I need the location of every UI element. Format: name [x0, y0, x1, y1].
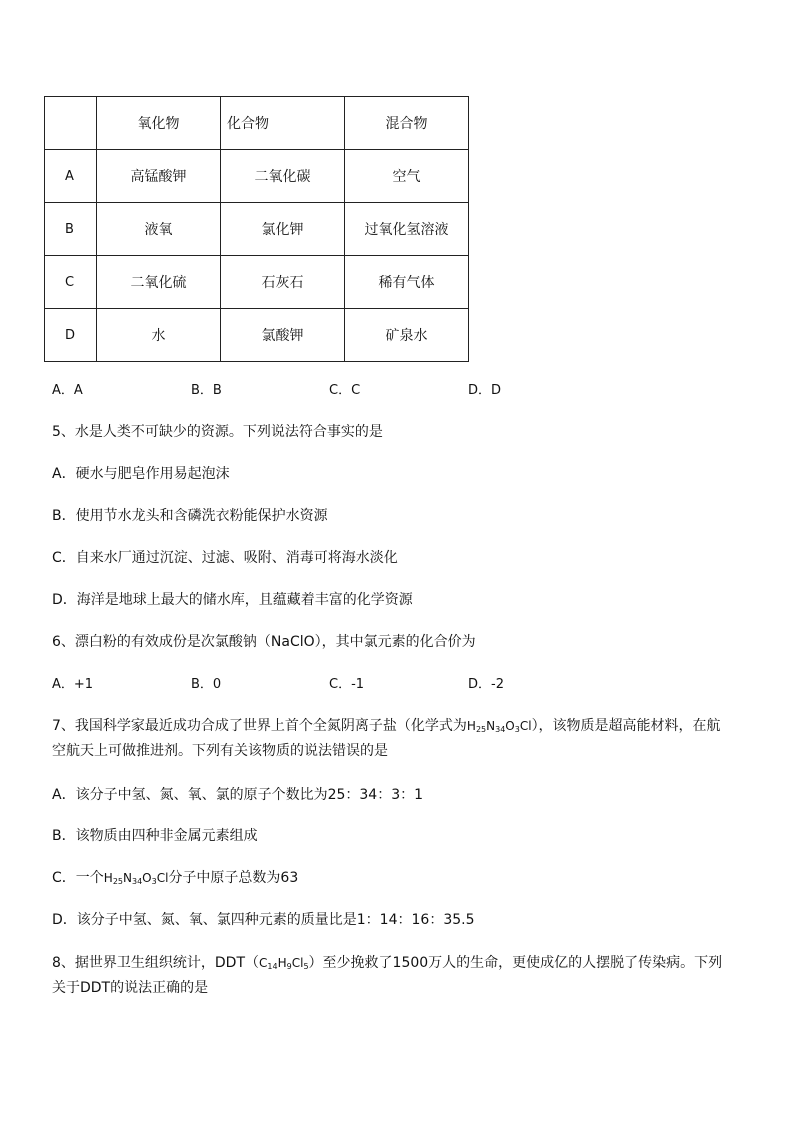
row-label: D [45, 309, 97, 362]
q7-option-b: B．该物质由四种非金属元素组成 [52, 828, 258, 844]
q7-option-d: D．该分子中氢、氮、氧、氯四种元素的质量比是1：14：16：35.5 [52, 912, 475, 928]
table-cell: 稀有气体 [345, 256, 469, 309]
q7-stem-line1 [52, 716, 721, 736]
table-cell: 水 [97, 309, 221, 362]
q8-stem-part1: 8、据世界卫生组织统计，DDT（ [52, 955, 260, 971]
table-cell: 石灰石 [221, 256, 345, 309]
q6-option-a: A．+1 [52, 677, 94, 692]
q6-option-b: B．0 [191, 677, 222, 692]
classification-table [44, 96, 469, 362]
table-cell: 矿泉水 [345, 309, 469, 362]
table-header-cell: 化合物 [221, 97, 345, 150]
table-header-row [45, 97, 469, 150]
q8-formula: $C_{14}H_9Cl_5$ [259, 956, 309, 971]
q7-option-a: A．该分子中氢、氮、氧、氯的原子个数比为25：34：3：1 [52, 787, 424, 803]
q8-stem-part2: ）至少挽救了1500万人的生命，更使成亿的人摆脱了传染病。下列 [308, 955, 723, 971]
table-cell: 过氧化氢溶液 [345, 203, 469, 256]
table-row [45, 150, 469, 203]
row-label: C [45, 256, 97, 309]
q6-option-d: D．-2 [468, 677, 504, 692]
q5-stem: 5、水是人类不可缺少的资源。下列说法符合事实的是 [52, 424, 383, 440]
q7-option-c-formula: $H_{25}N_{34}O_3Cl$ [103, 871, 169, 886]
table-cell: 二氧化碳 [221, 150, 345, 203]
q7-stem-part2: ），该物质是超高能材料，在航 [531, 718, 721, 734]
table-cell: 氯酸钾 [221, 309, 345, 362]
q4-option-a: A．A [52, 383, 83, 398]
q5-option-b: B．使用节水龙头和含磷洗衣粉能保护水资源 [52, 508, 328, 524]
table-cell: 高锰酸钾 [97, 150, 221, 203]
q6-stem: 6、漂白粉的有效成份是次氯酸钠（NaClO），其中氯元素的化合价为 [52, 634, 476, 650]
q7-stem-part1: 7、我国科学家最近成功合成了世界上首个全氮阴离子盐（化学式为 [52, 718, 467, 734]
q4-option-b: B．B [191, 383, 222, 398]
q8-stem-line2: 关于DDT的说法正确的是 [52, 980, 209, 996]
table-cell: 氯化钾 [221, 203, 345, 256]
q5-option-a: A．硬水与肥皂作用易起泡沫 [52, 466, 230, 482]
table-cell: 二氧化硫 [97, 256, 221, 309]
table-header-cell: 混合物 [345, 97, 469, 150]
table-row [45, 309, 469, 362]
q5-option-c: C．自来水厂通过沉淀、过滤、吸附、消毒可将海水淡化 [52, 550, 398, 566]
table-cell: 液氧 [97, 203, 221, 256]
q7-option-c: C．一个$H_{25}N_{34}O_3Cl$分子中原子总数为63 [52, 870, 299, 886]
table-header-cell: 氧化物 [97, 97, 221, 150]
table-cell: 空气 [345, 150, 469, 203]
q6-option-c: C．-1 [329, 677, 365, 692]
table-header-cell [45, 97, 97, 150]
q4-option-d: D．D [468, 383, 502, 398]
q8-stem-line1 [52, 953, 722, 973]
row-label: B [45, 203, 97, 256]
q4-option-c: C．C [329, 383, 361, 398]
q5-option-d: D．海洋是地球上最大的储水库，且蕴藏着丰富的化学资源 [52, 592, 413, 608]
table-row [45, 256, 469, 309]
row-label: A [45, 150, 97, 203]
q7-formula: $H_{25}N_{34}O_3Cl$ [466, 719, 532, 734]
q7-stem-line2: 空航天上可做推进剂。下列有关该物质的说法错误的是 [52, 743, 388, 759]
table-row [45, 203, 469, 256]
